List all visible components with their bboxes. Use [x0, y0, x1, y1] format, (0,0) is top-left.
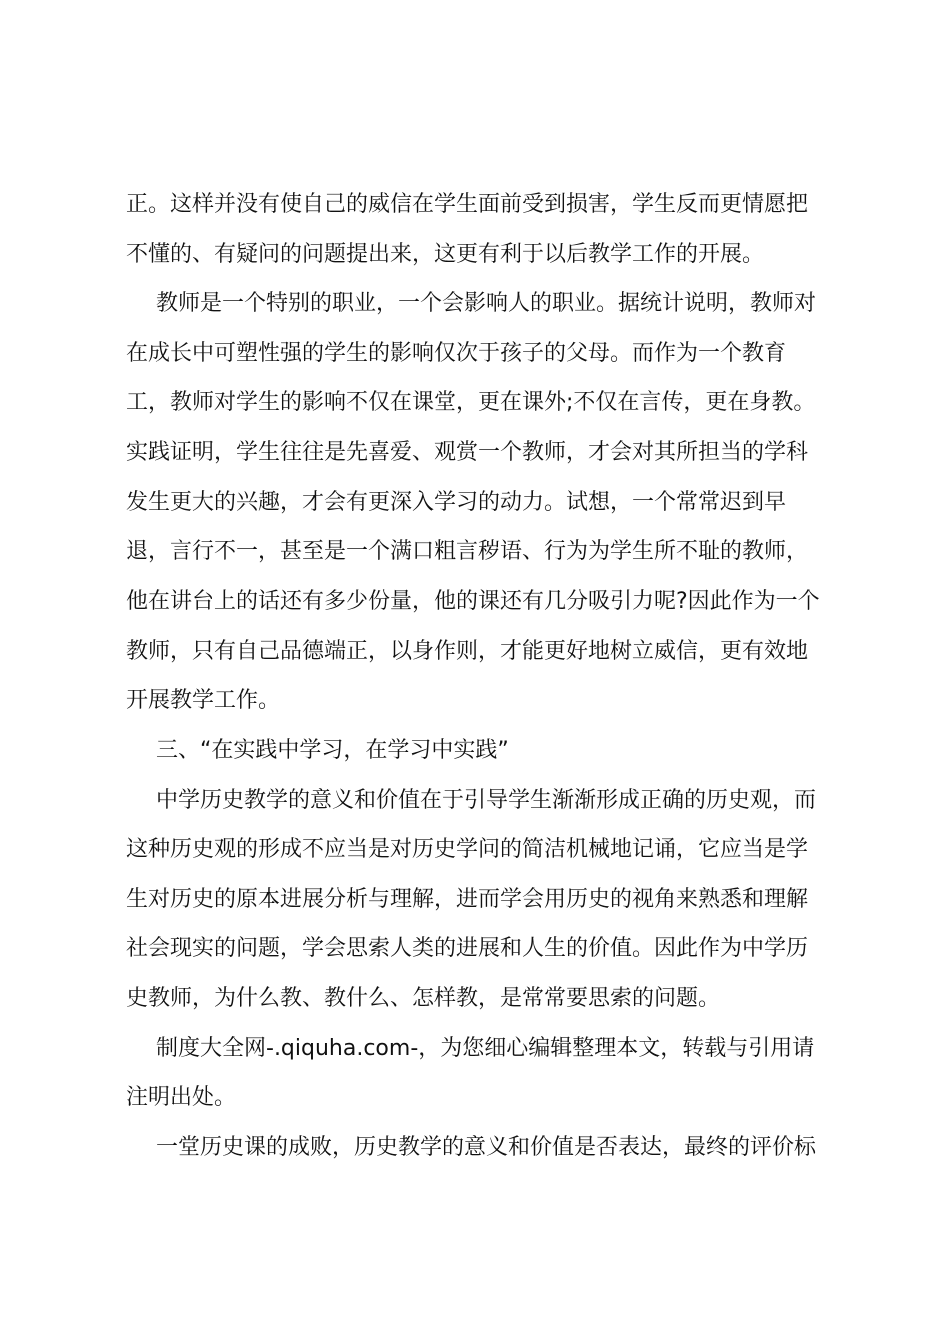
paragraph-start-line: 中学历史教学的意义和价值在于引导学生渐渐形成正确的历史观，而: [156, 788, 817, 813]
text-line: 开展教学工作。: [126, 688, 281, 713]
text-line: 这种历史观的形成不应当是对历史学问的简洁机械地记诵，它应当是学: [126, 837, 809, 862]
text-line: 社会现实的问题，学会思索人类的进展和人生的价值。因此作为中学历: [126, 936, 809, 961]
text-line: 史教师，为什么教、教什么、怎样教，是常常要思索的问题。: [126, 986, 721, 1011]
text-line: 发生更大的兴趣，才会有更深入学习的动力。试想，一个常常迟到早: [126, 490, 787, 515]
paragraph-start-line: 一堂历史课的成败，历史教学的意义和价值是否表达，最终的评价标: [156, 1135, 817, 1160]
section-heading: 三、“在实践中学习，在学习中实践”: [156, 738, 509, 763]
source-notice-line: 制度大全网-.qiquha.com-，为您细心编辑整理本文，转载与引用请: [156, 1036, 815, 1061]
paragraph-start-line: 教师是一个特别的职业，一个会影响人的职业。据统计说明，教师对: [156, 291, 817, 316]
text-line: 工，教师对学生的影响不仅在课堂，更在课外;不仅在言传，更在身教。: [126, 390, 816, 415]
text-line: 实践证明，学生往往是先喜爱、观赏一个教师，才会对其所担当的学科: [126, 440, 809, 465]
text-line: 退，言行不一，甚至是一个满口粗言秽语、行为为学生所不耻的教师，: [126, 539, 809, 564]
text-line: 注明出处。: [126, 1085, 237, 1110]
text-line: 不懂的、有疑问的问题提出来，这更有利于以后教学工作的开展。: [126, 242, 765, 267]
text-line: 他在讲台上的话还有多少份量，他的课还有几分吸引力呢?因此作为一个: [126, 589, 820, 614]
text-line: 教师，只有自己品德端正，以身作则，才能更好地树立威信，更有效地: [126, 639, 809, 664]
text-line: 在成长中可塑性强的学生的影响仅次于孩子的父母。而作为一个教育: [126, 341, 787, 366]
text-line: 正。这样并没有使自己的威信在学生面前受到损害，学生反而更情愿把: [126, 192, 809, 217]
text-line: 生对历史的原本进展分析与理解，进而学会用历史的视角来熟悉和理解: [126, 887, 809, 912]
